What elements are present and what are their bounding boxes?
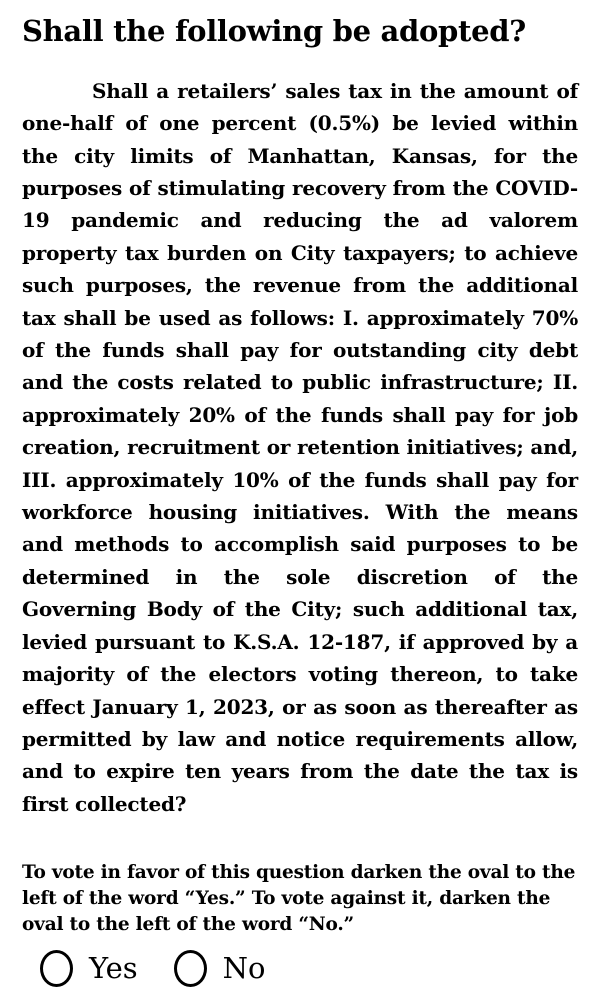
yes-label: Yes <box>89 951 138 986</box>
option-yes[interactable] <box>40 950 138 987</box>
yes-oval[interactable] <box>40 950 73 987</box>
option-no[interactable] <box>174 950 266 987</box>
question-body-text: Shall a retailers’ sales tax in the amount of one-half of one percent (0.5%) be levied within the city limits of Manhattan, Kansas, for the purposes of stimulating recovery from the COVID-19 pandemic and reducing the ad valorem property tax burden on City taxpayers; to achieve such purposes, the revenue from the additional tax shall be used as follows: I. approximately 70% of the funds shall pay for outstanding city debt and the costs related to public infrastructure; II. approximately 20% of the funds shall pay for job creation, recruitment or retention initiatives; and, III. approximately 10% of the funds shall pay for workforce housing initiatives. With the means and methods to accomplish said purposes to be determined in the sole discretion of the Governing Body of the City; such additional tax, levied pursuant to K.S.A. 12-187, if approved by a majority of the electors voting thereon, to take effect January 1, 2023, or as soon as thereafter as permitted by law and notice requirements allow, and to expire ten years from the date the tax is first collected? <box>22 78 578 816</box>
question-title: Shall the following be adopted? <box>22 14 526 48</box>
voting-instructions: To vote in favor of this question darken the oval to the left of the word “Yes.” To vote against it, darken the oval to the left of the word “No.” <box>22 862 576 936</box>
no-oval[interactable] <box>174 950 207 987</box>
options-row <box>22 950 578 987</box>
no-label: No <box>222 951 266 986</box>
